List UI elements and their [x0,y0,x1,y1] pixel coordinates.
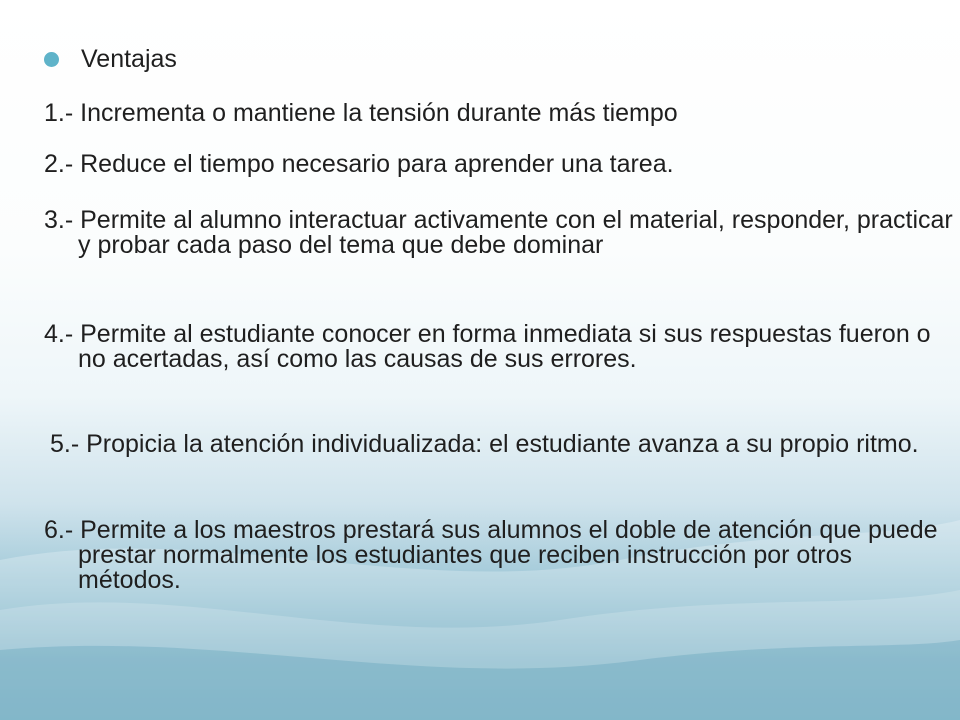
list-item-3 [44,208,958,258]
list-item-4 [44,322,958,372]
list-item-6 [44,518,958,593]
item-number: 5.- [50,430,87,458]
item-text: Propicia la atención individualizada: el estudiante avanza a su propio ritmo. [86,430,919,458]
item-text: Permite a los maestros prestará sus alumnos el doble de atención que puede prestar normalmente los estudiantes que reciben instrucción por otros métodos. [78,516,938,594]
list-item-5 [50,432,958,457]
heading-row [44,44,177,74]
list-item-2 [44,152,958,177]
item-number: 1.- [44,99,81,127]
item-text: Permite al alumno interactuar activamente con el material, responder, practicar y probar cada paso del tema que debe dominar [78,206,953,259]
item-text: Permite al estudiante conocer en forma inmediata si sus respuestas fueron o no acertadas, así como las causas de sus errores. [78,320,931,373]
item-number: 2.- [44,150,81,178]
item-number: 6.- [44,516,81,544]
bullet-dot-icon [44,52,59,67]
slide-heading: Ventajas [81,45,177,73]
item-number: 3.- [44,206,81,234]
item-text: Reduce el tiempo necesario para aprender una tarea. [80,150,674,178]
item-number: 4.- [44,320,81,348]
item-text: Incrementa o mantiene la tensión durante más tiempo [80,99,678,127]
list-item-1 [44,101,958,126]
